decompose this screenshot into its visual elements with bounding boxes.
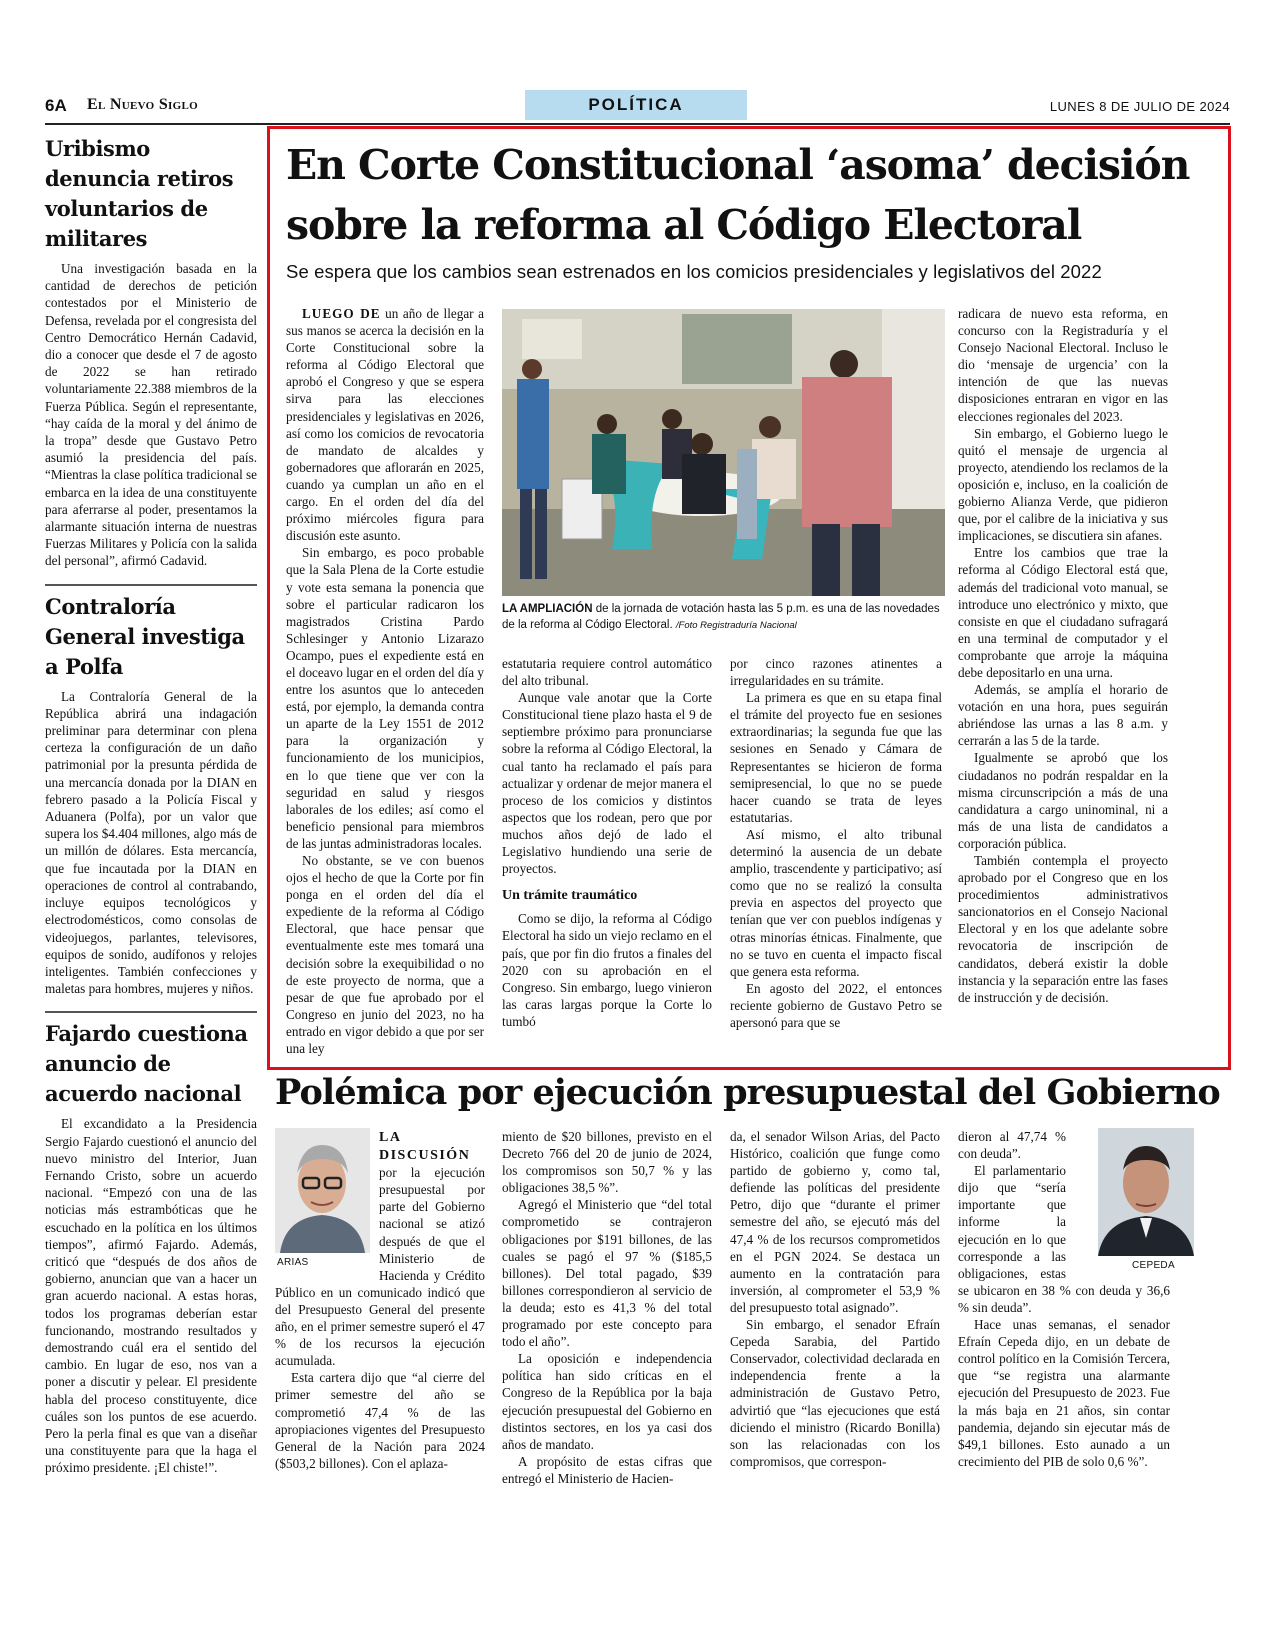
budget-column-1 [275, 1128, 485, 1472]
subhead: Un trámite traumático [502, 888, 638, 904]
paragraph: LA DISCUSIÓN por la ejecución presupuestal por parte del Gobierno nacional se atizó después de que el Ministerio de Hacienda y Crédito Público en un comunicado indicó que del Presupuesto General del presente año, en el primer semestre superó el 47 % de los recursos la ejecución acumulada. [275, 1130, 485, 1369]
header-rule [45, 123, 1230, 125]
paragraph: Además, se amplía el horario de votación en una hora, pues seguirán abriéndose las urnas a las 8 a.m. y cerrarán a las 5 de la tarde. [958, 682, 1168, 749]
paragraph: La primera es que en su etapa final el trámite del proyecto fue en sesiones extraordinarias; la segunda fue que las sesiones en Senado y Cámara de Representantes se hicieron de forma semipresencial, lo que no se puede hacer cuando se trata de leyes estatutarias. [730, 690, 942, 825]
left-briefs-column [45, 130, 257, 1477]
paragraph: radicara de nuevo esta reforma, en concurso con la Registraduría y el Consejo Nacional Electoral. Incluso le dio ‘mensaje de urgencia’ con la intención de que las nuevas disposiciones entraran en vigor en las elecciones regionales del 2023. [958, 306, 1168, 424]
paragraph: Hace unas semanas, el senador Efraín Cepeda dijo, en un debate de control político en la Comisión Tercera, que “se registra una alarmante ejecución del Presupuesto de 2023. Fue la más baja en 21 años, sin contar pandemia, dejando sin ejecutar más de $49,1 billones. Esto aunado a un crecimiento del PIB de solo 0,6 %”. [958, 1317, 1170, 1469]
budget-column-2 [502, 1128, 712, 1487]
brief-body-fajardo: El excandidato a la Presidencia Sergio Fajardo cuestionó el anuncio del nuevo ministro del Interior, Juan Fernando Cristo, sobre un acuerdo nacional. “Empezó con una de las noticias más estrambóticas que he escuchado en la política en los últimos tiempos”, afirmó Fajardo. Además, criticó que “después de dos años de gobierno, anuncian que van a hacer un gran acuerdo nacional. A estas horas, todos los programas deberían estar funcionando, mostrando resultados y demostrando cuál era el sentido del cambio. En lugar de eso, nos van a poner a discutir y pelear. El presidente habla del proceso constituyente, dice cuáles son los puntos de ese acuerdo. Pero la perla final es que van a diseñar una constituyente para que la haga el próximo presidente. ¡El chiste!”. [45, 1116, 257, 1476]
budget-headline: Polémica por ejecución presupuestal del Gobierno [275, 1072, 1220, 1113]
budget-column-4 [958, 1128, 1170, 1470]
paragraph: La oposición e independencia política han sido críticas en el Congreso de la República por la baja ejecución presupuestal del Gobierno en distintos sectores, en los ya casi dos años de mandato. [502, 1351, 712, 1452]
lead-in: LA DISCUSIÓN [379, 1130, 471, 1164]
page-number: 6A [45, 96, 67, 115]
paragraph: Entre los cambios que trae la reforma al Código Electoral está que, además del tradicional voto manual, se introduce uno electrónico y mixto, que consiste en que el ciudadano sufragará en una terminal de computador y el comprobante que arroje la máquina debe depositarlo en una urna. [958, 545, 1168, 680]
main-column-2 [502, 655, 712, 1030]
paragraph: Esta cartera dijo que “al cierre del primer semestre del año se comprometió 47,4 % de las apropiaciones vigentes del Presupuesto General de la Nación para 2024 ($503,2 billones). Con el aplaza- [275, 1370, 485, 1471]
budget-column-3 [730, 1128, 940, 1470]
paragraph: También contempla el proyecto aprobado por el Congreso que en los procedimientos administrativos sancionatorios en el Consejo Nacional Electoral y en los que adelante sobre revocatoria de inscripción de candidatos, deberá existir la doble instancia y la separación entre las fases de instrucción y de decisión. [958, 853, 1168, 1005]
main-article [267, 126, 1231, 1070]
paragraph: Así mismo, el alto tribunal determinó la ausencia de un debate amplio, trascendente y participativo; así como que no se realizó la consulta previa en aspectos del proyecto que tenían que ver con pueblos indígenas y otras minorías étnicas. Finalmente, que no se tuvo en cuenta el impacto fiscal que genera esta reforma. [730, 826, 942, 979]
brief-title-contraloria: Contraloría General investiga a Polfa [45, 593, 245, 679]
paragraph: En agosto del 2022, el entonces reciente gobierno de Gustavo Petro se apersonó para que se [730, 980, 942, 1030]
paragraph: Sin embargo, el senador Efraín Cepeda Sarabia, del Partido Conservador, colectividad declarada en independencia frente a la administración de Gustavo Petro, advirtió que “las ejecuciones que está diciendo el ministro (Ricardo Bonilla) son las relacionadas con los compromisos, que correspon- [730, 1317, 940, 1469]
arias-caption: ARIAS [277, 1257, 309, 1268]
lead-in: LUEGO DE [302, 306, 381, 321]
cepeda-caption: CEPEDA [1132, 1260, 1175, 1271]
paragraph: El parlamentario dijo que “sería importante que informe la ejecución en lo que corresponde a las obligaciones, estas se ubicaron en 38 % con deuda y 36,6 % sin deuda”. [958, 1163, 1170, 1315]
paragraph: Sin embargo, es poco probable que la Sala Plena de la Corte estudie y vote esta semana la ponencia que sobre el particular radicaron los magistrados Cristina Pardo Schlesinger y Antonio Lizarazo Ocampo, pues el expediente está en el doceavo lugar en el orden del día y entre los asuntos que lo anteceden está, por ejemplo, la demanda contra un aparte de la Ley 1551 de 2012 para la organización y funcionamiento de los municipios, en lo que tiene que ver con la seguridad en salud y riesgos laborales de los ediles; así como el beneficio pensional para miembros de las juntas administradoras locales. [286, 545, 484, 851]
main-column-3 [730, 655, 942, 1031]
brief-body-uribismo: Una investigación basada en la cantidad de derechos de petición contestados por el Ministerio de Defensa, revelada por el congresista del Centro Democrático Hernán Cadavid, dio a conocer que desde el 7 de agosto de 2022 se han retirado voluntariamente 22.388 miembros de la Fuerza Pública. Según el representante, “hay caída de la moral y del ánimo de la tropa” desde que Gustavo Petro asumió la presidencia del país. “Mientras la clase política tradicional se embarca en la idea de una constituyente para aferrarse al poder, presentamos la alarmante situación interna de nuestras Fuerzas Militares y Policía con la salida del personal”, afirmó Cadavid. [45, 261, 258, 569]
paragraph: No obstante, se ve con buenos ojos el hecho de que la Corte por fin ponga en el orden del día el expediente de la reforma al Código Electoral, que hace pensar que eventualmente este mes tomará una decisión sobre la exequibilidad o no de este proyecto de norma, que a pesar de que fue aprobado por el Congreso en junio del 2023, no ha entrado en vigor debido a que por ser una ley [286, 853, 484, 1057]
paragraph: Igualmente se aprobó que los ciudadanos no podrán respaldar en la misma circunscripción a más de una candidatura a cargo uninominal, ni a más de una lista de candidatos a corporación pública. [958, 750, 1168, 851]
page-header [45, 90, 1230, 122]
newspaper-name: El Nuevo Siglo [87, 96, 198, 113]
main-column-1 [286, 305, 484, 1057]
main-headline: En Corte Constitucional ‘asoma’ decisión sobre la reforma al Código Electoral [286, 141, 1190, 249]
paragraph: por cinco razones atinentes a irregularidades en su trámite. [730, 656, 942, 689]
paragraph: A propósito de estas cifras que entregó el Ministerio de Hacien- [502, 1453, 712, 1486]
issue-date: LUNES 8 DE JULIO DE 2024 [1049, 99, 1230, 114]
divider [45, 1011, 257, 1013]
main-column-4 [958, 305, 1168, 1006]
paragraph: dieron al 47,74 % con deuda”. [958, 1129, 1066, 1162]
brief-title-uribismo: Uribismo denuncia retiros voluntarios de militares [45, 136, 234, 251]
divider [45, 584, 257, 586]
paragraph: LUEGO DE un año de llegar a sus manos se acerca la decisión en la Corte Constitucional sobre la reforma al Código Electoral que aprobó el Congreso y que se espera sirva para las elecciones presidenciales y legislativas en 2026, así como los comicios de revocatoria de mandato de alcaldes y gobernadores que aflorarán en 2025, cuando ya cumplan un año en el cargo. En el orden del día del próximo miércoles figura para discusión este asunto. [286, 306, 484, 544]
paragraph: Agregó el Ministerio que “del total comprometido se contrajeron obligaciones por $191 billones, de las cuales se pagó el 97 % ($185,5 billones). Del total pagado, $39 billones correspondieron al servicio de la deuda; esto es 41,3 % del total programado por este concepto para todo el año”. [502, 1197, 712, 1350]
photo-caption: LA AMPLIACIÓN de la jornada de votación hasta las 5 p.m. es una de las novedades de la reforma al Código Electoral. /Foto Registraduría Nacional [502, 603, 940, 631]
voting-photo [502, 309, 945, 596]
photo-credit: /Foto Registraduría Nacional [675, 620, 797, 631]
brief-body-contraloria: La Contraloría General de la República abrirá una indagación preliminar para determinar con plena certeza la configuración de un daño patrimonial por la presunta pérdida de una mercancía donada por la DIAN en febrero pasado a la Policía Fiscal y Aduanera (Polfa), por un valor que supera los $4.404 millones, algo más de un millón de dólares. Esta mercancía, que fue incautada por la DIAN en operaciones de control al contrabando, incluye equipos tecnológicos y electrodomésticos, como consolas de videojuegos, parlantes, televisores, equipos de sonido, audífonos y relojes inteligentes. También confecciones y maletas para hombres, mujeres y niños. [45, 688, 257, 997]
paragraph: estatutaria requiere control automático del alto tribunal. [502, 656, 712, 689]
voting-scene-illustration [502, 309, 945, 596]
main-subheadline: Se espera que los cambios sean estrenados en los comicios presidenciales y legislativos del 2022 [286, 261, 1102, 282]
paragraph: Como se dijo, la reforma al Código Electoral ha sido un viejo reclamo en el país, que por fin dio frutos a finales del 2020 con su aprobación en el Congreso. Sin embargo, luego vinieron las caras largas porque la Corte lo tumbó [502, 911, 712, 1029]
paragraph: Sin embargo, el Gobierno luego le quitó el mensaje de urgencia al proyecto, atendiendo los reclamos de la oposición e, incluso, en la coalición de gobierno Alianza Verde, que pidieron que, por el calibre de la iniciativa y sus implicaciones, se discutiera sin afanes. [958, 425, 1168, 544]
section-label: POLÍTICA [525, 90, 747, 120]
brief-title-fajardo: Fajardo cuestiona anuncio de acuerdo nacional [45, 1021, 248, 1107]
paragraph: Aunque vale anotar que la Corte Constitucional tiene plazo hasta el 9 de septiembre próximo para pronunciarse sobre la reforma al Código Electoral, la cual tanto ha reclamado el país para actualizar y ordenar de mejor manera el proceso de los comicios y distintos aspectos que los rodean, pero que por muchos años dejó de lado el Legislativo hundiendo una serie de proyectos. [502, 690, 712, 877]
paragraph: da, el senador Wilson Arias, del Pacto Histórico, coalición que funge como partido de gobierno y, como tal, defiende las políticas del presidente Petro, dijo que “durante el primer semestre del año, se ejecutó más del 47,4 % de los recursos comprometidos en el PGN 2024. Se destaca un aumento en la contratación para inversión, al comprometer el 53,9 % del presupuesto total asignado”. [730, 1129, 940, 1315]
paragraph: miento de $20 billones, previsto en el Decreto 766 del 20 de junio de 2024, los compromisos son 50,7 % y las obligaciones 38,5 %”. [502, 1129, 712, 1196]
